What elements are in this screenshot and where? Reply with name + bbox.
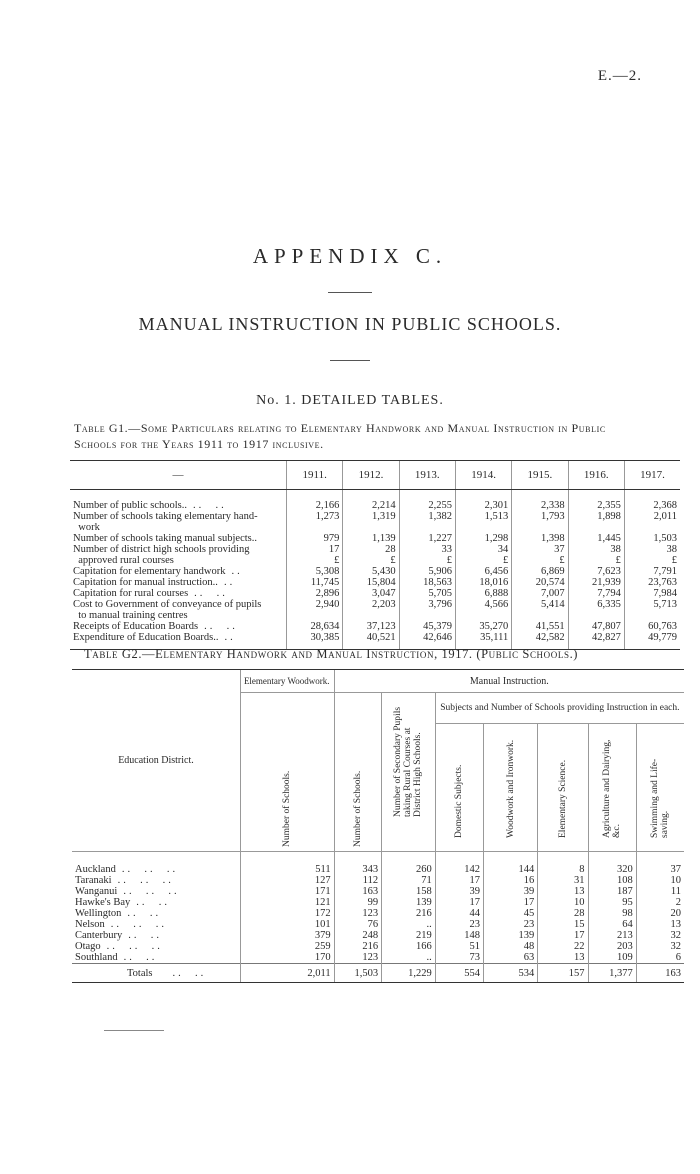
- leader-dots: ..: [231, 566, 243, 577]
- table-cell: 171: [240, 886, 334, 897]
- district-label-text: Otago: [75, 941, 101, 952]
- table-cell: 98: [588, 908, 636, 919]
- table-cell: [343, 610, 399, 621]
- table-cell: [512, 610, 568, 621]
- table-cell: 49,779: [624, 632, 680, 650]
- table-cell: [624, 522, 680, 533]
- table-cell: 11: [636, 886, 684, 897]
- table-cell: 10: [538, 897, 588, 908]
- table-cell: 8: [538, 864, 588, 875]
- table-row: [70, 555, 680, 566]
- table-cell: 172: [240, 908, 334, 919]
- table-row: [72, 941, 684, 952]
- table-cell: 2,166: [287, 500, 343, 511]
- table-cell: 170: [240, 952, 334, 964]
- table-cell: [568, 522, 624, 533]
- title-divider: [328, 292, 372, 293]
- row-label: [70, 588, 287, 599]
- table-cell: 1,445: [568, 533, 624, 544]
- col-woodwork-ironwork: Woodwork and Ironwork.: [483, 724, 537, 852]
- table-cell: 38: [624, 544, 680, 555]
- leader-dots: .. .. ..: [110, 919, 167, 930]
- table-cell: 18,016: [455, 577, 511, 588]
- table-cell: 203: [588, 941, 636, 952]
- table-cell: 112: [334, 875, 382, 886]
- totals-cell: 1,229: [382, 964, 436, 983]
- col-number-schools: Number of Schools.: [240, 693, 334, 852]
- table-cell: 511: [240, 864, 334, 875]
- table-g2-caption: Table G2.—Elementary Handwork and Manual Instruction, 1917. (Public Schools.): [84, 647, 579, 661]
- table-row: [72, 952, 684, 964]
- totals-cell: 1,503: [334, 964, 382, 983]
- table-cell: 38: [568, 544, 624, 555]
- table-cell: 17: [435, 897, 483, 908]
- row-label: [70, 511, 287, 522]
- table-cell: 35,111: [455, 632, 511, 650]
- table-cell: 23: [435, 919, 483, 930]
- table-cell: 13: [636, 919, 684, 930]
- table-cell: 7,791: [624, 566, 680, 577]
- table-cell: 1,503: [624, 533, 680, 544]
- year-header: 1916.: [568, 461, 624, 490]
- col-agriculture: Agriculture and Dairying, &c.: [588, 724, 636, 852]
- table-g2-group-row: [72, 670, 684, 693]
- table-cell: 4,566: [455, 599, 511, 610]
- district-label: [72, 908, 240, 919]
- row-label: [70, 544, 287, 555]
- row-label-text: work: [73, 522, 100, 533]
- table-row: [70, 544, 680, 555]
- table-cell: 158: [382, 886, 436, 897]
- table-cell: 163: [334, 886, 382, 897]
- table-g2: [72, 669, 684, 983]
- table-cell: 123: [334, 908, 382, 919]
- table-cell: 20,574: [512, 577, 568, 588]
- table-cell: 6,456: [455, 566, 511, 577]
- col-number-schools-manual: Number of Schools.: [334, 693, 382, 852]
- table-cell: 6,888: [455, 588, 511, 599]
- year-header: 1914.: [455, 461, 511, 490]
- district-label-text: Taranaki: [75, 875, 112, 886]
- table-cell: 41,551: [512, 621, 568, 632]
- table-cell: 216: [382, 908, 436, 919]
- table-cell: £: [287, 555, 343, 566]
- table-cell: 5,414: [512, 599, 568, 610]
- leader-dots: .. ..: [194, 588, 228, 599]
- table-row: [70, 610, 680, 621]
- main-title: MANUAL INSTRUCTION IN PUBLIC SCHOOLS.: [138, 314, 562, 334]
- table-cell: 20: [636, 908, 684, 919]
- table-cell: 127: [240, 875, 334, 886]
- table-cell: 39: [483, 886, 537, 897]
- table-row: [72, 930, 684, 941]
- col-secondary-pupils: Number of Secondary Pupils taking Rural Courses at District High Schools.: [382, 693, 436, 852]
- table-cell: 1,273: [287, 511, 343, 522]
- district-label: [72, 864, 240, 875]
- table-cell: 260: [382, 864, 436, 875]
- table-cell: 17: [287, 544, 343, 555]
- table-cell: 37: [512, 544, 568, 555]
- leader-dots: .. ..: [127, 908, 162, 919]
- table-cell: 95: [588, 897, 636, 908]
- subjects-group-header: Subjects and Number of Schools providing Instruction in each.: [435, 693, 684, 724]
- totals-cell: 2,011: [240, 964, 334, 983]
- table-cell: 139: [382, 897, 436, 908]
- row-label: [70, 555, 287, 566]
- table-spacer: [72, 852, 684, 865]
- leader-dots: ..: [223, 577, 236, 588]
- row-label: [70, 533, 287, 544]
- table-cell: 2,368: [624, 500, 680, 511]
- table-cell: 108: [588, 875, 636, 886]
- district-label: [72, 886, 240, 897]
- table-cell: 44: [435, 908, 483, 919]
- totals-label-text: Totals: [127, 968, 153, 979]
- table-cell: 6: [636, 952, 684, 964]
- table-cell: [399, 610, 455, 621]
- table-row: [70, 511, 680, 522]
- district-label-text: Wanganui: [75, 886, 118, 897]
- table-cell: 45: [483, 908, 537, 919]
- table-cell: 23,763: [624, 577, 680, 588]
- district-header: Education District.: [72, 670, 240, 852]
- table-row: [70, 533, 680, 544]
- table-cell: 42,827: [568, 632, 624, 650]
- table-cell: 13: [538, 952, 588, 964]
- table-row: [72, 897, 684, 908]
- table-cell: 142: [435, 864, 483, 875]
- table-cell: 17: [538, 930, 588, 941]
- table-cell: [512, 522, 568, 533]
- leader-dots: .. ..: [172, 968, 207, 979]
- row-label-text: Expenditure of Education Boards..: [73, 632, 219, 643]
- table-cell: £: [624, 555, 680, 566]
- col-swimming: Swimming and Life-saving.: [636, 724, 684, 852]
- table-cell: 166: [382, 941, 436, 952]
- table-cell: 23: [483, 919, 537, 930]
- table-cell: 1,513: [455, 511, 511, 522]
- table-cell: 30,385: [287, 632, 343, 650]
- row-label: [70, 577, 287, 588]
- leader-dots: .. .. ..: [117, 875, 174, 886]
- leader-dots: .. ..: [136, 897, 171, 908]
- table-cell: 1,227: [399, 533, 455, 544]
- table-cell: 148: [435, 930, 483, 941]
- table-cell: 2,255: [399, 500, 455, 511]
- subtitle-divider: [330, 360, 370, 361]
- table-cell: 15: [538, 919, 588, 930]
- table-row: [70, 500, 680, 511]
- row-label-text: to manual training centres: [73, 610, 188, 621]
- table-cell: [399, 522, 455, 533]
- row-label-text: Capitation for manual instruction..: [73, 577, 218, 588]
- table-cell: 979: [287, 533, 343, 544]
- table-cell: 320: [588, 864, 636, 875]
- table-cell: 5,430: [343, 566, 399, 577]
- table-cell: 28,634: [287, 621, 343, 632]
- district-label-text: Auckland: [75, 864, 116, 875]
- row-label-text: Number of schools taking elementary hand-: [73, 511, 258, 522]
- table-cell: [287, 610, 343, 621]
- district-label: [72, 875, 240, 886]
- table-cell: 32: [636, 941, 684, 952]
- table-cell: 2,896: [287, 588, 343, 599]
- table-cell: 2,011: [624, 511, 680, 522]
- table-cell: 2: [636, 897, 684, 908]
- table-cell: 6,335: [568, 599, 624, 610]
- table-cell: 51: [435, 941, 483, 952]
- district-label: [72, 919, 240, 930]
- table-cell: 22: [538, 941, 588, 952]
- col-science: Elementary Science.: [538, 724, 588, 852]
- table-cell: [624, 610, 680, 621]
- leader-dots: .. ..: [193, 500, 227, 511]
- table-cell: 15,804: [343, 577, 399, 588]
- table-g1-header-row: [70, 461, 680, 490]
- table-row: [72, 908, 684, 919]
- table-cell: 1,319: [343, 511, 399, 522]
- table-cell: 35,270: [455, 621, 511, 632]
- table-cell: 11,745: [287, 577, 343, 588]
- table-cell: 99: [334, 897, 382, 908]
- table-cell: 213: [588, 930, 636, 941]
- district-label: [72, 941, 240, 952]
- table-cell: 37: [636, 864, 684, 875]
- row-label: [70, 599, 287, 610]
- table-cell: 45,379: [399, 621, 455, 632]
- table-cell: 2,203: [343, 599, 399, 610]
- table-cell: 28: [538, 908, 588, 919]
- table-row: [72, 919, 684, 930]
- table-cell: 101: [240, 919, 334, 930]
- year-header: 1913.: [399, 461, 455, 490]
- table-cell: 121: [240, 897, 334, 908]
- table-cell: 5,705: [399, 588, 455, 599]
- table-cell: 187: [588, 886, 636, 897]
- section-title: No. 1. DETAILED TABLES.: [256, 393, 444, 408]
- table-cell: 343: [334, 864, 382, 875]
- leader-dots: .. .. ..: [123, 886, 180, 897]
- table-row: [72, 864, 684, 875]
- table-cell: 47,807: [568, 621, 624, 632]
- table-cell: 2,338: [512, 500, 568, 511]
- table-cell: 1,382: [399, 511, 455, 522]
- row-label: [70, 566, 287, 577]
- table-cell: 7,794: [568, 588, 624, 599]
- table-cell: £: [512, 555, 568, 566]
- table-row: [70, 577, 680, 588]
- district-label-text: Canterbury: [75, 930, 123, 941]
- table-cell: [343, 522, 399, 533]
- table-cell: 139: [483, 930, 537, 941]
- table-cell: 7,007: [512, 588, 568, 599]
- table-cell: 216: [334, 941, 382, 952]
- table-cell: £: [343, 555, 399, 566]
- district-label-text: Hawke's Bay: [75, 897, 131, 908]
- table-cell: [455, 522, 511, 533]
- appendix-title: APPENDIX C.: [252, 244, 448, 268]
- table-cell: 219: [382, 930, 436, 941]
- table-cell: 109: [588, 952, 636, 964]
- table-cell: 7,623: [568, 566, 624, 577]
- row-label: [70, 500, 287, 511]
- table-row: [70, 588, 680, 599]
- row-label: [70, 522, 287, 533]
- col-domestic: Domestic Subjects.: [435, 724, 483, 852]
- table-cell: 28: [343, 544, 399, 555]
- table-cell: 10: [636, 875, 684, 886]
- table-cell: 31: [538, 875, 588, 886]
- table-row: [70, 566, 680, 577]
- table-cell: 39: [435, 886, 483, 897]
- totals-cell: 554: [435, 964, 483, 983]
- table-cell: 2,940: [287, 599, 343, 610]
- row-label-text: Receipts of Education Boards: [73, 621, 199, 632]
- table-cell: 1,398: [512, 533, 568, 544]
- table-cell: 76: [334, 919, 382, 930]
- table-cell: 3,047: [343, 588, 399, 599]
- district-label: [72, 897, 240, 908]
- table-cell: 1,139: [343, 533, 399, 544]
- woodwork-group-header: Elementary Woodwork.: [240, 670, 334, 693]
- table-cell: 123: [334, 952, 382, 964]
- table-cell: 2,301: [455, 500, 511, 511]
- row-label: [70, 621, 287, 632]
- table-cell: 379: [240, 930, 334, 941]
- row-label-text: Number of schools taking manual subjects..: [73, 533, 258, 544]
- totals-cell: 534: [483, 964, 537, 983]
- table-cell: 1,298: [455, 533, 511, 544]
- table-g1-caption: Table G1.—Some Particulars relating to Elementary Handwork and Manual Instruction in Public Schools for the Years 1911 to 1917 inclusive.: [74, 421, 606, 451]
- table-row: [70, 522, 680, 533]
- table-cell: £: [568, 555, 624, 566]
- table-cell: 73: [435, 952, 483, 964]
- table-cell: 5,713: [624, 599, 680, 610]
- row-label-text: Capitation for elementary handwork: [73, 566, 226, 577]
- row-label-text: approved rural courses: [73, 555, 174, 566]
- table-row: [70, 621, 680, 632]
- row-label-text: Number of district high schools providing: [73, 544, 250, 555]
- table-cell: 21,939: [568, 577, 624, 588]
- district-label-text: Wellington: [75, 908, 122, 919]
- table-cell: £: [399, 555, 455, 566]
- table-cell: 64: [588, 919, 636, 930]
- totals-cell: 1,377: [588, 964, 636, 983]
- row-label: [70, 610, 287, 621]
- table-cell: 42,582: [512, 632, 568, 650]
- table-cell: 17: [483, 897, 537, 908]
- year-header: 1917.: [624, 461, 680, 490]
- table-cell: 40,521: [343, 632, 399, 650]
- table-cell: 144: [483, 864, 537, 875]
- table-cell: 16: [483, 875, 537, 886]
- table-row: [70, 599, 680, 610]
- table-cell: 71: [382, 875, 436, 886]
- table-cell: 63: [483, 952, 537, 964]
- leader-dots: .. ..: [204, 621, 238, 632]
- totals-cell: 163: [636, 964, 684, 983]
- table-spacer: [70, 490, 680, 501]
- year-header: 1915.: [512, 461, 568, 490]
- table-cell: 33: [399, 544, 455, 555]
- row-label-text: Cost to Government of conveyance of pupils: [73, 599, 262, 610]
- leader-dots: .. .. ..: [106, 941, 163, 952]
- table-cell: 7,984: [624, 588, 680, 599]
- row-label-text: Capitation for rural courses: [73, 588, 189, 599]
- table-cell: 32: [636, 930, 684, 941]
- table-cell: 1,793: [512, 511, 568, 522]
- year-header: 1912.: [343, 461, 399, 490]
- row-label-text: Number of public schools..: [73, 500, 188, 511]
- table-cell: 60,763: [624, 621, 680, 632]
- table-cell: 2,214: [343, 500, 399, 511]
- table-cell: 259: [240, 941, 334, 952]
- table-cell: 42,646: [399, 632, 455, 650]
- table-cell: 37,123: [343, 621, 399, 632]
- district-label: [72, 952, 240, 964]
- page-reference: E.—2.: [597, 68, 642, 84]
- table-cell: 17: [435, 875, 483, 886]
- leader-dots: ..: [224, 632, 236, 643]
- district-label: [72, 930, 240, 941]
- table-row: [72, 875, 684, 886]
- table-cell: 248: [334, 930, 382, 941]
- bottom-rule: [104, 1030, 164, 1031]
- totals-row: [72, 964, 684, 983]
- table-cell: 5,906: [399, 566, 455, 577]
- table-cell: ..: [382, 952, 436, 964]
- table-g1: [70, 460, 680, 650]
- year-header: 1911.: [287, 461, 343, 490]
- leader-dots: .. ..: [128, 930, 162, 941]
- totals-cell: 157: [538, 964, 588, 983]
- leader-dots: .. ..: [123, 952, 158, 963]
- table-cell: 18,563: [399, 577, 455, 588]
- table-cell: 34: [455, 544, 511, 555]
- table-cell: 13: [538, 886, 588, 897]
- table-cell: ..: [382, 919, 436, 930]
- table-g1-corner: —: [70, 461, 287, 490]
- table-cell: 5,308: [287, 566, 343, 577]
- table-cell: 3,796: [399, 599, 455, 610]
- manual-group-header: Manual Instruction.: [334, 670, 684, 693]
- district-label-text: Nelson: [75, 919, 105, 930]
- table-cell: 48: [483, 941, 537, 952]
- leader-dots: .. .. ..: [121, 864, 179, 875]
- table-cell: £: [455, 555, 511, 566]
- table-cell: [455, 610, 511, 621]
- table-cell: 1,898: [568, 511, 624, 522]
- table-cell: 2,355: [568, 500, 624, 511]
- totals-label: [72, 964, 240, 983]
- table-cell: 6,869: [512, 566, 568, 577]
- table-cell: [568, 610, 624, 621]
- table-row: [72, 886, 684, 897]
- district-label-text: Southland: [75, 952, 118, 963]
- table-cell: [287, 522, 343, 533]
